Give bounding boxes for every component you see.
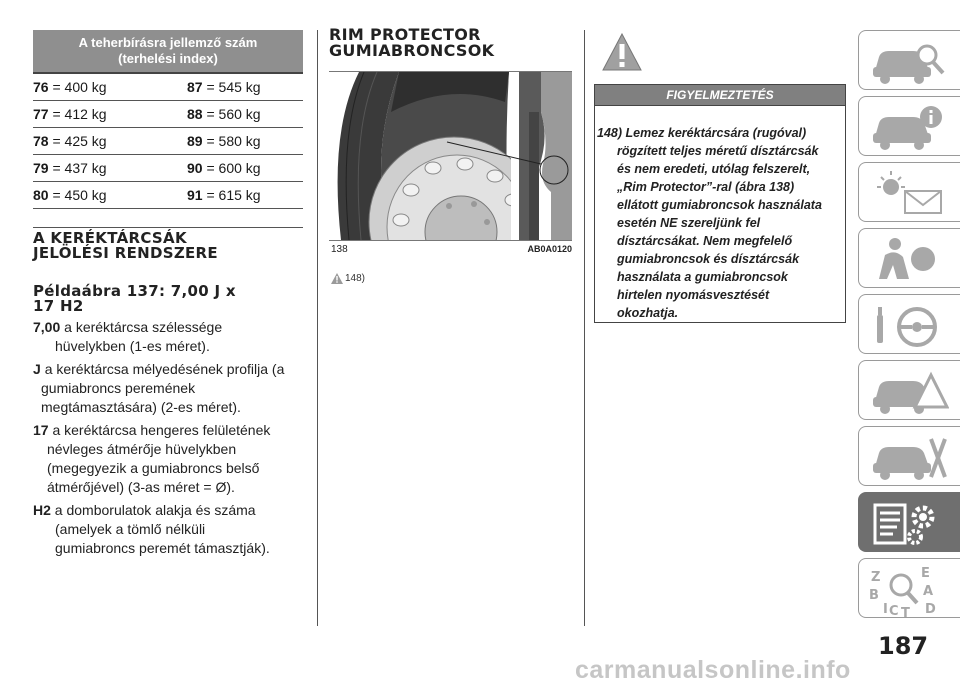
figure-code: AB0A0120 xyxy=(527,244,572,254)
load-value: = 450 kg xyxy=(52,187,107,203)
sidebar-item-emergency[interactable] xyxy=(858,360,960,420)
definition-text: megtámasztására) (2-es méret). xyxy=(41,399,241,415)
tire-illustration xyxy=(329,72,572,240)
warning-line: hirtelen nyomásvesztését xyxy=(617,288,770,302)
warning-first-line xyxy=(595,124,845,142)
warning-number: 148) xyxy=(597,126,623,140)
definition-term: J xyxy=(33,361,41,377)
steering-wheel-icon xyxy=(869,301,949,349)
load-code: 80 xyxy=(33,187,49,203)
load-index-header xyxy=(33,30,303,72)
rim-marking-title xyxy=(33,231,218,261)
warning-triangle-icon xyxy=(602,32,642,72)
rim-protector-title-line2: GUMIABRONCSOK xyxy=(329,41,495,60)
column-divider xyxy=(317,30,318,626)
load-index-header-line2: (terhelési index) xyxy=(118,51,218,66)
index-letter: I xyxy=(883,602,888,617)
definition-text: a keréktárcsa szélessége xyxy=(64,319,223,335)
airbag-icon xyxy=(869,235,949,283)
definition-item xyxy=(33,421,313,497)
watermark: carmanualsonline.info xyxy=(575,656,851,684)
rim-marking-title-line2: JELÖLÉSI RENDSZERE xyxy=(33,244,218,262)
index-letter: Z xyxy=(871,570,881,585)
warning-line: gumiabroncsok és dísztárcsák xyxy=(617,252,800,266)
load-code: 79 xyxy=(33,160,49,176)
warning-text xyxy=(595,124,845,322)
load-code: 91 xyxy=(187,187,203,203)
light-message-icon xyxy=(869,169,949,217)
definition-text: a keréktárcsa mélyedésének profilja (a xyxy=(44,361,285,377)
warning-reference xyxy=(331,271,371,287)
warning-line: „Rim Protector”-ral (ábra 138) xyxy=(617,180,795,194)
load-value: = 412 kg xyxy=(52,106,107,122)
definition-text: (amelyek a tömlő nélküli xyxy=(55,521,206,537)
rim-definitions xyxy=(33,318,313,558)
load-value: = 425 kg xyxy=(52,133,107,149)
sidebar-item-index[interactable] xyxy=(858,558,960,618)
page-number: 187 xyxy=(878,632,929,660)
definition-item xyxy=(33,318,313,356)
sidebar-item-safety[interactable] xyxy=(858,228,960,288)
load-value: = 580 kg xyxy=(206,133,261,149)
warning-line: dísztárcsákat. Nem megfelelő xyxy=(617,234,793,248)
column-divider xyxy=(584,30,585,626)
table-row xyxy=(33,155,303,182)
warning-line: használata a gumiabroncsok xyxy=(617,270,788,284)
index-letter: C xyxy=(889,604,899,617)
rim-protector-title xyxy=(329,27,494,59)
load-value: = 400 kg xyxy=(52,79,107,95)
definition-text: a domborulatok alakja és száma xyxy=(54,502,256,518)
car-info-icon xyxy=(869,103,949,151)
definition-term: 7,00 xyxy=(33,319,61,335)
load-code: 78 xyxy=(33,133,49,149)
warning-line: esetén NE szereljünk fel xyxy=(617,216,761,230)
figure-number: 138 xyxy=(331,244,348,255)
sidebar-item-starting-driving[interactable] xyxy=(858,294,960,354)
load-value: = 615 kg xyxy=(206,187,261,203)
warning-line: Lemez keréktárcsára (rugóval) xyxy=(625,126,807,140)
load-code: 89 xyxy=(187,133,203,149)
load-code: 87 xyxy=(187,79,203,95)
sidebar-item-car-info[interactable] xyxy=(858,96,960,156)
definition-item xyxy=(33,501,313,558)
definition-text: gumiabroncs peremét támasztják). xyxy=(55,540,270,556)
table-end-rule xyxy=(33,209,303,228)
load-code: 90 xyxy=(187,160,203,176)
load-value: = 600 kg xyxy=(206,160,261,176)
definition-text: névleges átmérője hüvelykben xyxy=(47,441,237,457)
table-row xyxy=(33,72,303,101)
load-code: 76 xyxy=(33,79,49,95)
warning-box xyxy=(594,104,846,323)
figure-138 xyxy=(329,71,572,260)
definition-text: átmérőjével) (3-as méret = Ø). xyxy=(47,479,235,495)
definition-term: H2 xyxy=(33,502,51,518)
alphabet-index-icon xyxy=(869,565,949,617)
load-index-table xyxy=(33,72,303,228)
definition-text: (megegyezik a gumiabroncs belső xyxy=(47,460,260,476)
tools-icon xyxy=(869,433,949,481)
warning-line: ellátott gumiabroncsok használata xyxy=(617,198,822,212)
load-value: = 545 kg xyxy=(206,79,261,95)
load-value: = 437 kg xyxy=(52,160,107,176)
definition-item xyxy=(33,360,313,417)
sidebar-item-maintenance[interactable] xyxy=(858,426,960,486)
definition-text: hüvelykben (1-es méret). xyxy=(55,338,210,354)
figure-caption-bar xyxy=(329,240,572,241)
index-letter: E xyxy=(921,566,930,581)
car-search-icon xyxy=(869,37,949,85)
load-code: 77 xyxy=(33,106,49,122)
index-letter: D xyxy=(925,602,936,617)
table-row xyxy=(33,182,303,209)
definition-term: 17 xyxy=(33,422,49,438)
index-letter: T xyxy=(901,606,910,617)
specs-gear-icon xyxy=(869,499,949,547)
sidebar-item-warning-lights[interactable] xyxy=(858,162,960,222)
example-title-line1: Példaábra 137: 7,00 J x xyxy=(33,282,236,300)
small-warning-icon xyxy=(331,273,343,284)
rim-marking-title-line1: A KERÉKTÁRCSÁK xyxy=(33,229,187,247)
example-title xyxy=(33,284,236,314)
table-row xyxy=(33,128,303,155)
table-row xyxy=(33,101,303,128)
warning-line: és nem eredeti, utólag felszerelt, xyxy=(617,162,811,176)
load-value: = 560 kg xyxy=(206,106,261,122)
load-code: 88 xyxy=(187,106,203,122)
sidebar-item-technical-data[interactable] xyxy=(858,492,960,552)
rim-protector-title-line1: RIM PROTECTOR xyxy=(329,25,481,44)
index-letter: B xyxy=(869,588,879,603)
example-title-line2: 17 H2 xyxy=(33,297,84,315)
warning-line: okozhatja. xyxy=(617,306,679,320)
car-emergency-icon xyxy=(869,367,949,415)
definition-text: a keréktárcsa hengeres felületének xyxy=(52,422,271,438)
definition-text: gumiabroncs peremének xyxy=(41,380,196,396)
warning-heading: FIGYELMEZTETÉS xyxy=(594,84,846,106)
warning-line: rögzített teljes méretű dísztárcsák xyxy=(617,144,819,158)
warning-reference-number: 148) xyxy=(345,273,366,284)
sidebar-item-car-knowledge[interactable] xyxy=(858,30,960,90)
index-letter: A xyxy=(923,584,934,599)
load-index-header-line1: A teherbírásra jellemző szám xyxy=(78,35,258,50)
